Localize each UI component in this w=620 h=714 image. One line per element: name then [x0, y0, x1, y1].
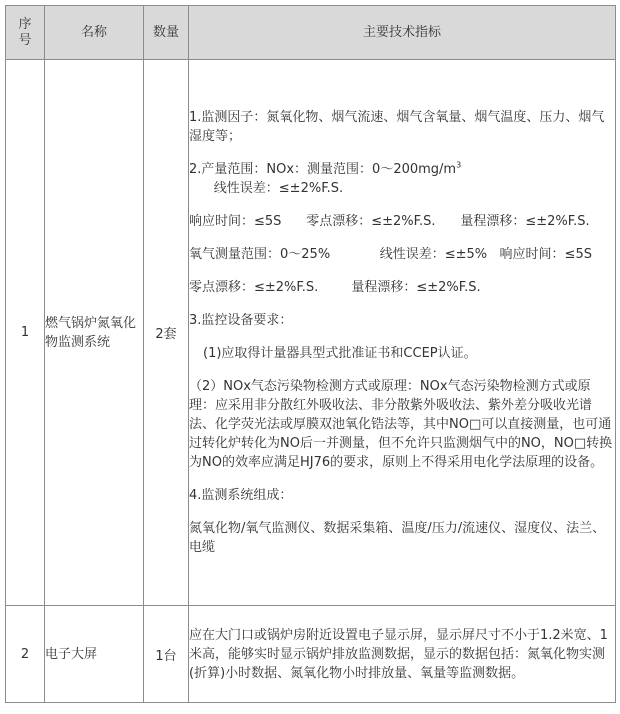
- header-row: [6, 6, 616, 60]
- item-name: 电子大屏: [45, 606, 144, 703]
- spec-nox-range: [189, 160, 615, 198]
- row-number: 1: [6, 60, 45, 606]
- spec-monitoring-factors: 1.监测因子：氮氧化物、烟气流速、烟气含氧量、烟气温度、压力、烟气湿度等；: [189, 110, 605, 144]
- header-no-line1: 序: [18, 16, 32, 32]
- row-number: 2: [6, 606, 45, 703]
- header-qty: 数量: [144, 6, 189, 60]
- header-no-line2: 号: [18, 32, 32, 48]
- spec-nox-linear-error: 线性误差：≤±2%F.S.: [189, 181, 344, 196]
- spec-system-components: 氮氧化物/氧气监测仪、数据采集箱、温度/压力/流速仪、湿度仪、法兰、电缆: [189, 521, 606, 555]
- spec-equipment-requirements: 3.监控设备要求：: [189, 313, 293, 328]
- spec-nox-method: （2）NOx气态污染物检测方式或原理：NOx气态污染物检测方式或原理：应采用非分散红外吸收法、非分散紫外吸收法、紫外差分吸收光谱法、化学荧光法或厚膜双池氧化锆法等，其中NO□可以直接测量，也可通过转化炉转化为NO后一并测量，但不允许只监测烟气中的NO，NO□转换为NO的效率应满足HJ76的要求，原则上不得采用电化学法原理的设备。: [189, 379, 613, 470]
- spec-nox-response: 响应时间：≤5S 零点漂移：≤±2%F.S. 量程漂移：≤±2%F.S.: [189, 214, 590, 229]
- table-row: [6, 606, 616, 703]
- item-name: 燃气锅炉氮氧化物监测系统: [45, 60, 144, 606]
- item-quantity: 2套: [144, 60, 189, 606]
- header-no: [6, 6, 45, 60]
- spec-oxygen-drift: 零点漂移：≤±2%F.S. 量程漂移：≤±2%F.S.: [189, 280, 481, 295]
- spec-system-composition: 4.监测系统组成：: [189, 488, 293, 503]
- spec-certification: (1)应取得计量器具型式批准证书和CCEP认证。: [203, 346, 477, 361]
- spec-nox-range-text: 2.产量范围：NOx：测量范围：0～200mg/m: [189, 162, 457, 177]
- spec-oxygen-range: 氧气测量范围：0～25% 线性误差：≤±5% 响应时间：≤5S: [189, 247, 592, 262]
- spec-table: [5, 5, 616, 703]
- header-spec: 主要技术指标: [189, 6, 616, 60]
- table-row: [6, 60, 616, 606]
- spec-nox-range-sup: 3: [456, 160, 462, 170]
- header-name: 名称: [45, 6, 144, 60]
- item-quantity: 1台: [144, 606, 189, 703]
- item-spec: [189, 60, 616, 606]
- item-spec: 应在大门口或锅炉房附近设置电子显示屏，显示屏尺寸不小于1.2米宽、1米高，能够实时显示锅炉排放监测数据，显示的数据包括：氮氧化物实测(折算)小时数据、氮氧化物小时排放量、氧量等监测数据。: [189, 606, 616, 703]
